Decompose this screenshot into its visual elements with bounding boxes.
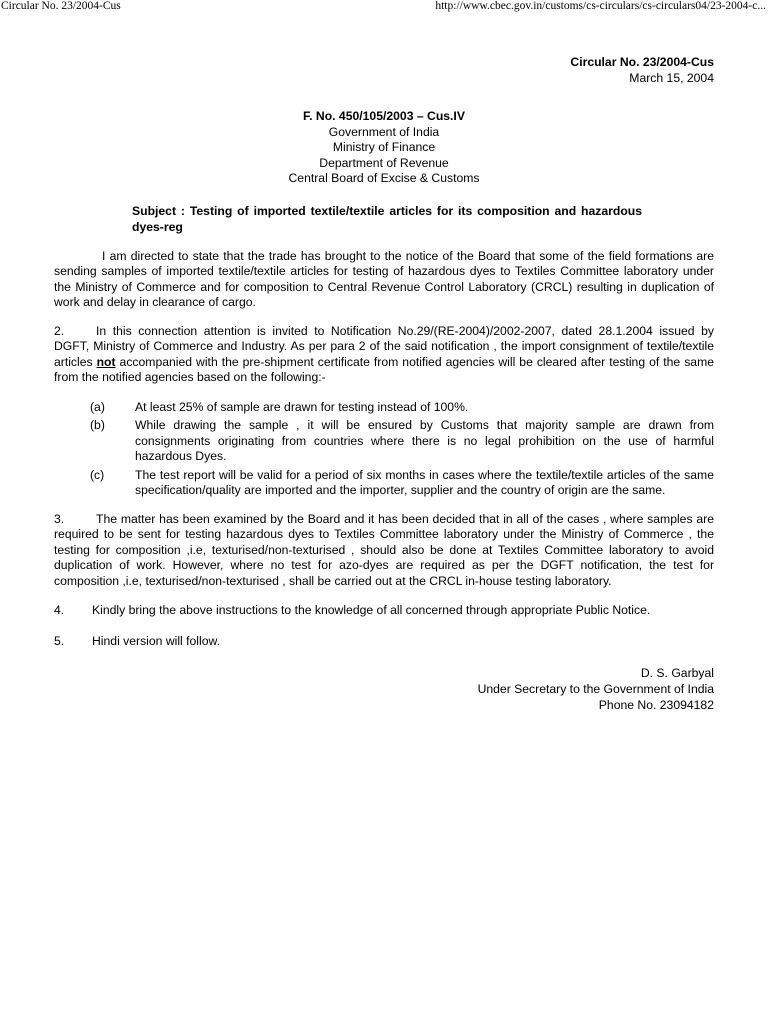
paragraph-5-text: Hindi version will follow. [92,633,221,648]
print-header [0,0,768,14]
paragraph-2 [54,324,714,386]
issuer-line-board: Central Board of Excise & Customs [288,171,480,185]
circular-document [54,54,714,713]
paragraph-3-text: The matter has been examined by the Board and it has been decided that in all of the cases , where samples are required to be sent for testing hazardous dyes to Textiles Committee laboratory under the Ministry of Commerce , the testing for composition ,i.e, texturised/non-texturised , should also be done at Textiles Committee laboratory to avoid duplication of work. However, where no test for azo-dyes are required as per the DGFT notification, the test for composition ,i.e, texturised/non-texturised , shall be carried out at the CRCL in-house testing laboratory. [54,511,714,588]
list-item-label: (c) [90,467,105,482]
list-item-label: (a) [90,399,105,414]
paragraph-4 [54,603,714,619]
issuer-line-ministry: Ministry of Finance [332,140,436,154]
list-item [54,400,714,416]
list-item-label: (b) [90,418,105,432]
circular-date: March 15, 2004 [629,71,714,85]
circular-number: Circular No. 23/2004-Cus [570,55,714,69]
paragraph-4-number: 4. [54,603,65,617]
list-item [54,418,714,465]
signature-block [54,665,714,713]
paragraph-4-text: Kindly bring the above instructions to the knowledge of all concerned through appropriate Public Notice. [92,603,651,617]
paragraph-2-number: 2. [54,323,65,338]
list-item [54,468,714,499]
list-item-text: The test report will be valid for a period of six months in cases where the textile/textile articles of the same specification/quality are imported and the importer, supplier and the country of origin are the same. [135,467,714,497]
paragraph-2-emphasis: not [96,354,116,369]
paragraph-2-text-end: accompanied with the pre-shipment certificate from notified agencies will be cleared after testing of the same from the notified agencies based on the following:- [54,354,714,384]
circular-reference [54,54,714,86]
paragraph-2-text-start: In this connection attention is invited to Notification No.29/(RE-2004)/2002-2007, dated 28.1.2004 issued by DGFT, Ministry of Commerce and Industry. As per para 2 of the said notification , the import consignment of textile/textile articles [54,323,714,369]
issuer-line-department: Department of Revenue [319,155,449,170]
issuer-line-government: Government of India [328,124,440,139]
issuer-block [54,109,714,187]
subject-line: Subject : Testing of imported textile/textile articles for its composition and hazardous dyes-reg [132,203,642,234]
paragraph-1: I am directed to state that the trade has brought to the notice of the Board that some of the field formations are sending samples of imported textile/textile articles for testing of hazardous dyes to Textiles Committee laboratory under the Ministry of Commerce and for composition to Central Revenue Control Laboratory (CRCL) resulting in duplication of work and delay in clearance of cargo. [54,248,714,309]
header-url[interactable]: http://www.cbec.gov.in/customs/cs-circulars/cs-circulars04/23-2004-c... [435,0,766,12]
paragraph-5-number: 5. [54,633,65,648]
paragraph-3-number: 3. [54,511,65,526]
signatory-name: D. S. Garbyal [640,666,714,680]
paragraph-5 [54,634,714,650]
header-title: Circular No. 23/2004-Cus [1,0,121,12]
file-number: F. No. 450/105/2003 – Cus.IV [303,109,465,123]
paragraph-3 [54,512,714,590]
list-item-text: At least 25% of sample are drawn for testing instead of 100%. [135,399,469,414]
signatory-phone: Phone No. 23094182 [598,698,714,712]
signatory-title: Under Secretary to the Government of India [477,682,714,696]
conditions-list [54,400,714,499]
list-item-text: While drawing the sample , it will be ensured by Customs that majority sample are drawn from consignments originating from countries where there is no legal prohibition on the use of harmful hazardous Dyes. [135,418,714,463]
